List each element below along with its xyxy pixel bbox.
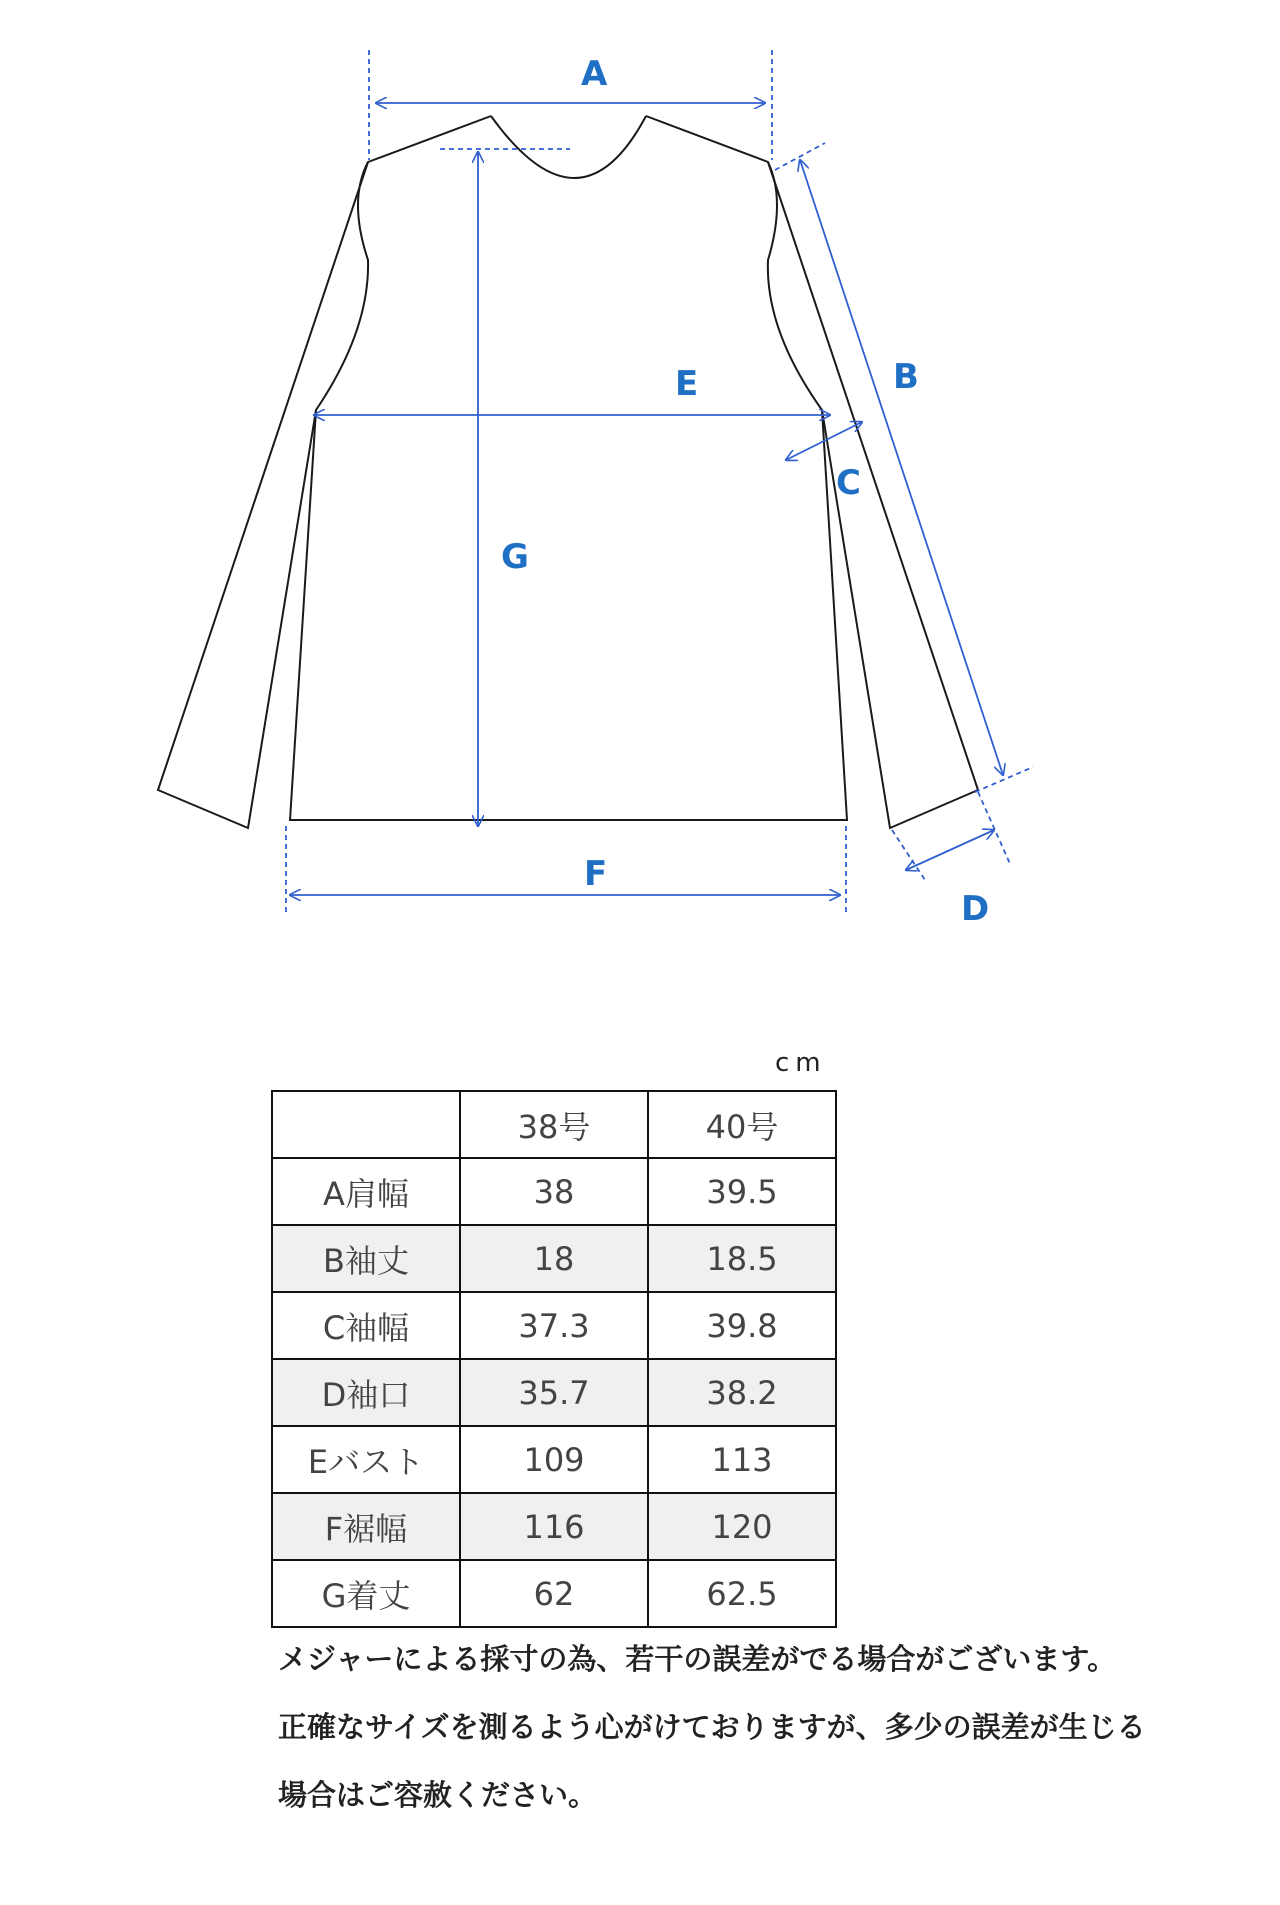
table-cell: 37.3: [460, 1292, 648, 1359]
table-cell: 62: [460, 1560, 648, 1627]
table-cell: 109: [460, 1426, 648, 1493]
label-b: B: [893, 357, 919, 397]
guide-d-right: [978, 792, 1011, 866]
table-cell: 120: [648, 1493, 836, 1560]
table-cell: 116: [460, 1493, 648, 1560]
row-label: A肩幅: [272, 1158, 460, 1225]
table-cell: 62.5: [648, 1560, 836, 1627]
row-label: F裾幅: [272, 1493, 460, 1560]
table-row: [272, 1292, 836, 1359]
label-d: D: [961, 889, 990, 929]
table-cell: 39.5: [648, 1158, 836, 1225]
header-cell-size-38: 38号: [460, 1091, 648, 1158]
note-line: メジャーによる採寸の為、若干の誤差がでる場合がございます。: [278, 1642, 1117, 1676]
header-cell: [272, 1091, 460, 1158]
label-c: C: [836, 463, 861, 503]
table-cell: 39.8: [648, 1292, 836, 1359]
row-label: G着丈: [272, 1560, 460, 1627]
measurement-notes: [278, 1625, 1146, 1829]
table-row: [272, 1560, 836, 1627]
row-label: B袖丈: [272, 1225, 460, 1292]
table-cell: 113: [648, 1426, 836, 1493]
table-header-row: [272, 1091, 836, 1158]
measurement-lines: [286, 50, 1033, 912]
size-chart-table: [271, 1090, 837, 1628]
unit-label: cm: [775, 1048, 827, 1078]
header-cell-size-40: 40号: [648, 1091, 836, 1158]
table-row: [272, 1426, 836, 1493]
guide-b-bottom: [975, 767, 1033, 792]
table-cell: 38.2: [648, 1359, 836, 1426]
label-e: E: [675, 364, 699, 404]
measure-d-arrow: [906, 830, 994, 870]
label-f: F: [584, 854, 608, 894]
row-label: Eバスト: [272, 1426, 460, 1493]
guide-d-left: [892, 830, 925, 880]
table-row: [272, 1158, 836, 1225]
row-label: D袖口: [272, 1359, 460, 1426]
table-row: [272, 1493, 836, 1560]
note-line: 正確なサイズを測るよう心がけておりますが、多少の誤差が生じる: [278, 1710, 1146, 1744]
table-cell: 18.5: [648, 1225, 836, 1292]
guide-b-top: [775, 143, 825, 170]
table-row: [272, 1225, 836, 1292]
table-cell: 35.7: [460, 1359, 648, 1426]
garment-measurement-diagram: [0, 0, 1280, 940]
note-line: 場合はご容赦ください。: [278, 1778, 598, 1812]
label-a: A: [581, 54, 608, 94]
label-g: G: [501, 537, 529, 577]
table-row: [272, 1359, 836, 1426]
table-cell: 38: [460, 1158, 648, 1225]
table-cell: 18: [460, 1225, 648, 1292]
row-label: C袖幅: [272, 1292, 460, 1359]
